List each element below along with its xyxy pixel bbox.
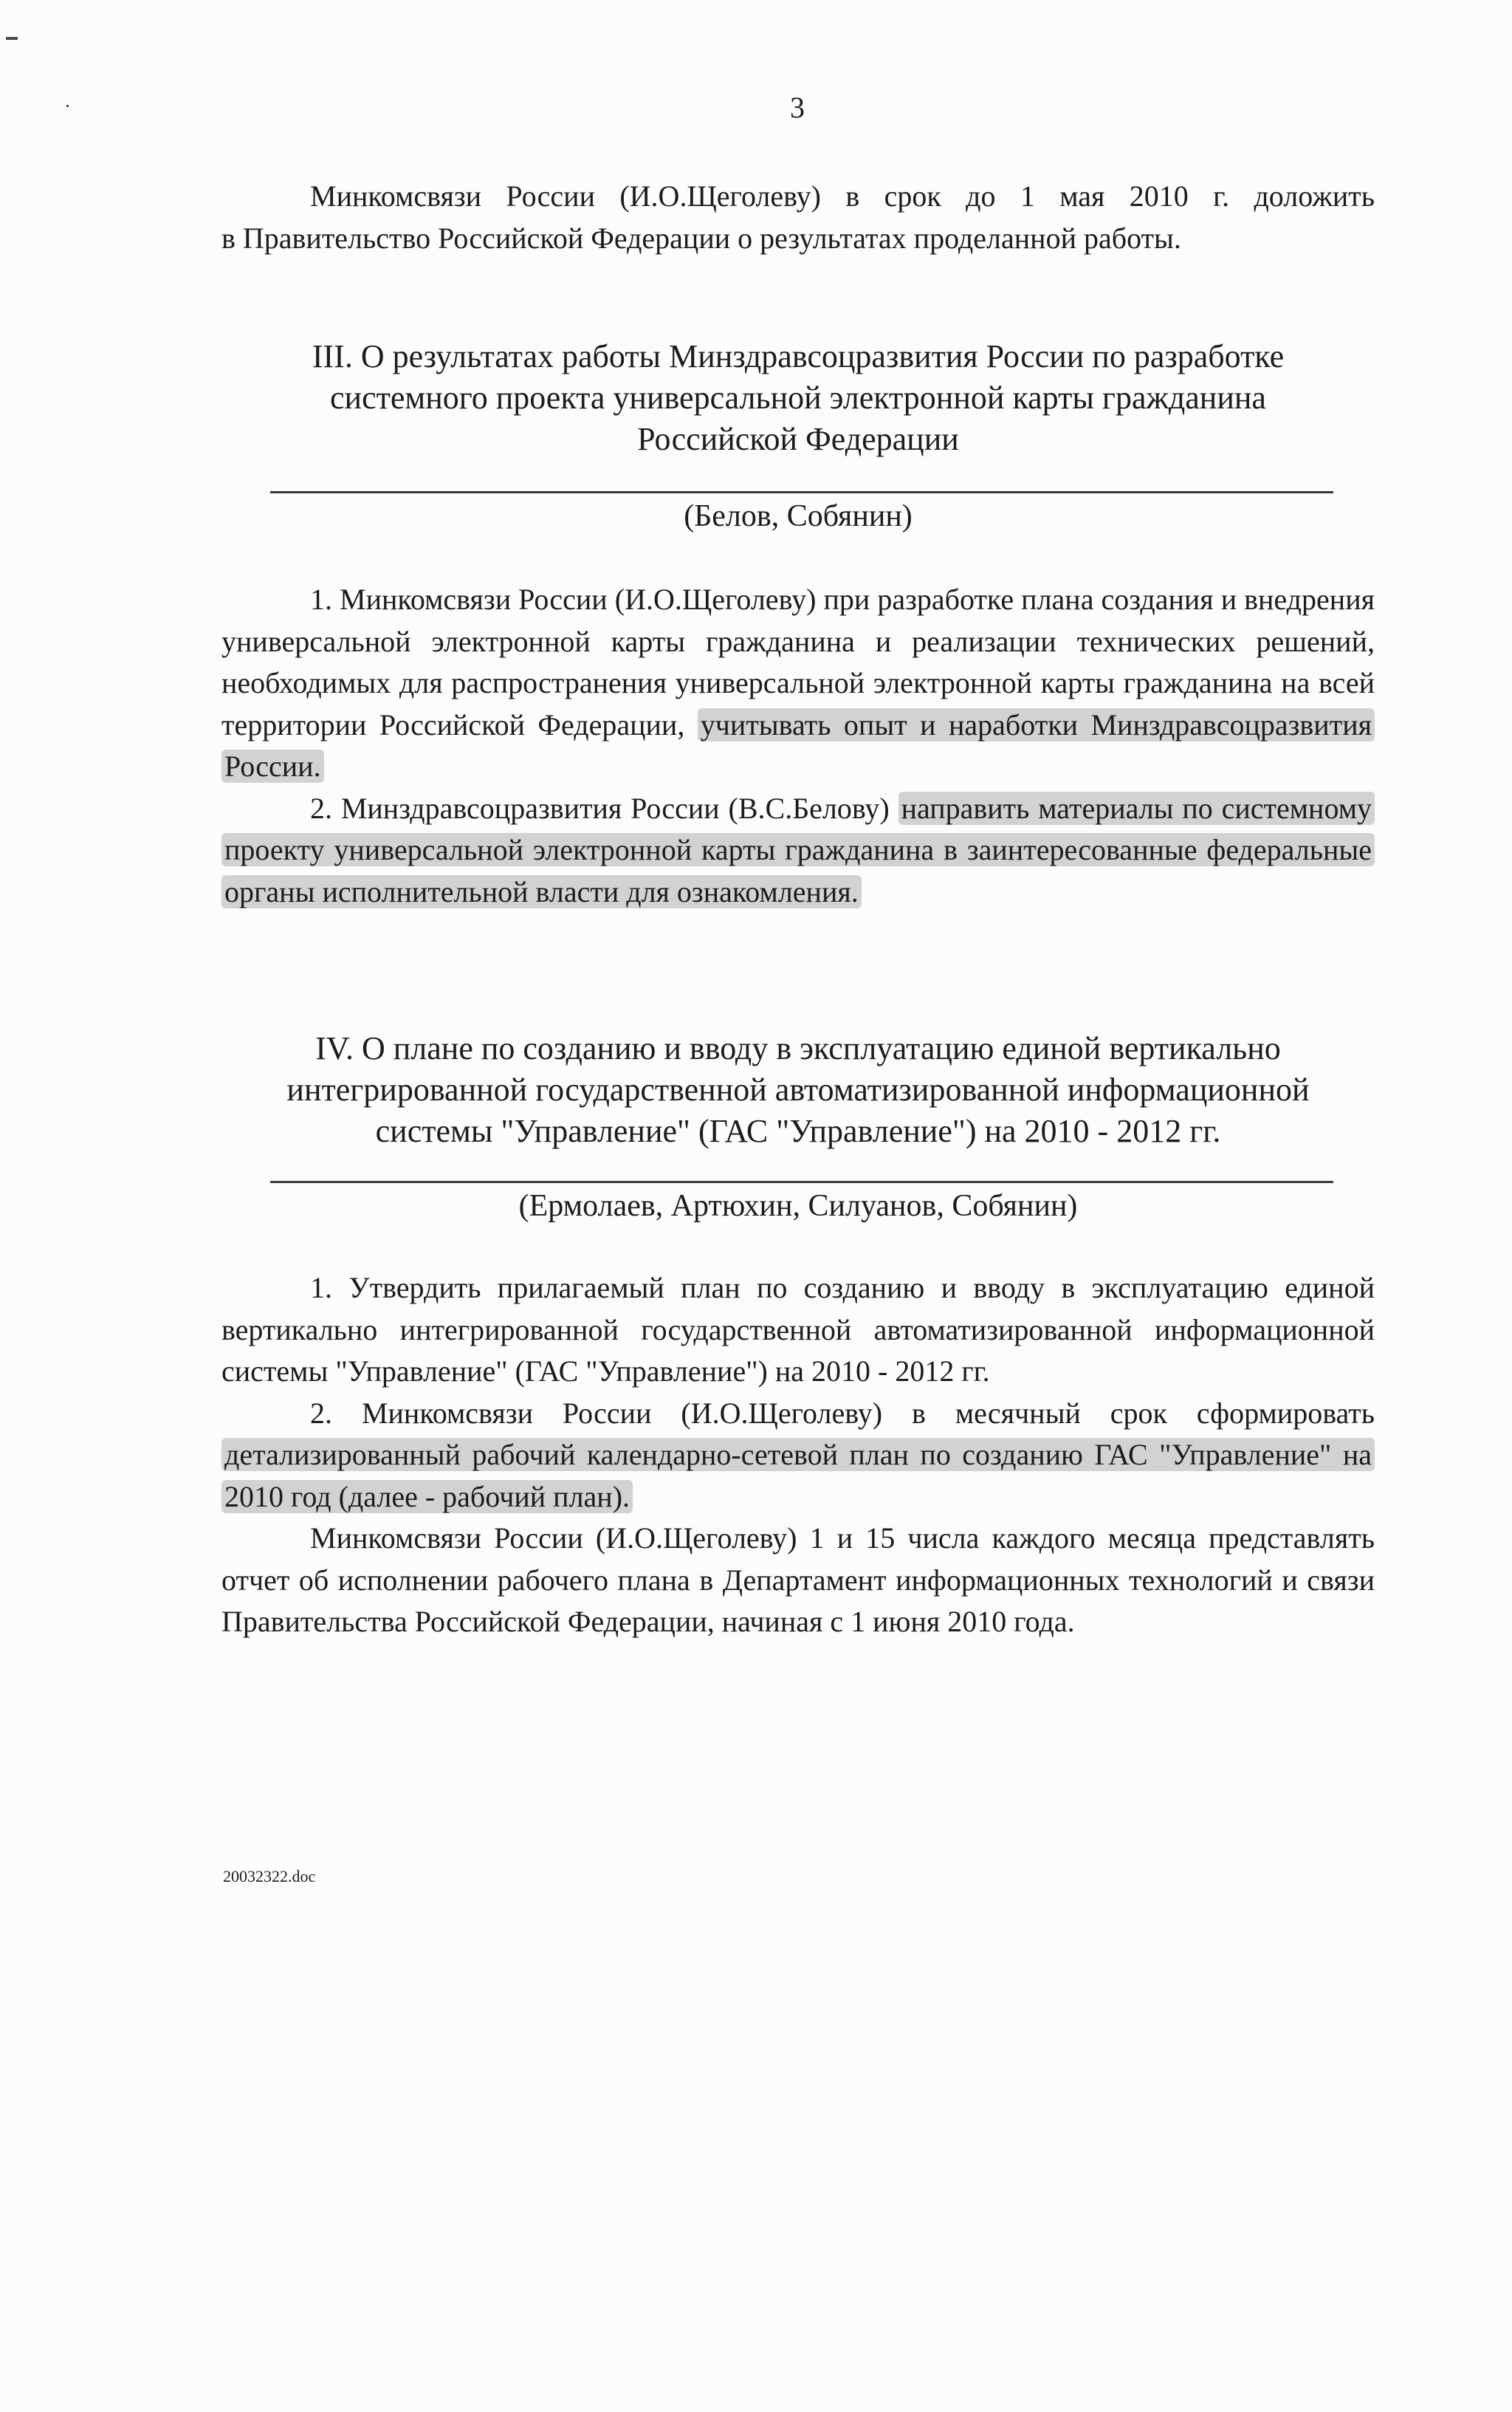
section-4-item-2 [221,1393,1375,1518]
highlighted-text: учитывать опыт и наработки Минздравсоцразвития России. [221,708,1375,784]
section-3-speakers: (Белов, Собянин) [684,499,913,533]
section-4-body [221,1267,1375,1643]
section-4-item-2-text: 2. Минкомсвязи России (И.О.Щеголеву) в месячный срок сформировать [310,1396,1375,1430]
section-4-title [221,1028,1375,1152]
intro-paragraph [221,176,1375,259]
section-4-item-3: Минкомсвязи России (И.О.Щеголеву) 1 и 15 числа каждого месяца представлять отчет об исполнении рабочего плана в Департамент информационных технологий и связи Правительства Российской Федерации, начиная с 1 июня 2010 года. [221,1521,1375,1638]
section-4-title-line-1: IV. О плане по созданию и вводу в эксплуатацию единой вертикально [315,1030,1281,1066]
intro-line-2: в Правительство Российской Федерации о результатах проделанной работы. [221,221,1181,255]
section-3-item-1-text: 1. Минкомсвязи России (И.О.Щеголеву) при разработке плана создания и внедрения универсальной электронной карты гражданина и реализации технических решений, необходимых для распространения универсальной электронной карты гражданина на всей территории Российской Федерации, [221,583,1375,741]
section-3-title-line-1: III. О результатах работы Минздравсоцразвития России по разработке [312,338,1285,374]
section-3-title [221,336,1375,460]
section-3-title-line-3: Российской Федерации [637,421,959,457]
highlighted-text: направить материалы по системному проекту универсальной электронной карты гражданина в заинтересованные федеральные органы исполнительной власти для ознакомления. [221,792,1375,908]
section-3-body [221,579,1375,913]
section-3-title-line-2: системного проекта универсальной электронной карты гражданина [330,380,1266,416]
section-4-divider [270,1181,1333,1183]
section-3-item-2-text: 2. Минздравсоцразвития России (В.С.Белову) [310,791,890,825]
section-3-item-1 [221,579,1375,788]
page-number: 3 [790,91,805,124]
section-4-speakers: (Ермолаев, Артюхин, Силуанов, Собянин) [518,1189,1078,1223]
section-3-item-2 [221,788,1375,914]
file-reference: 20032322.doc [223,1867,316,1885]
section-3-divider [270,491,1333,493]
section-4-title-line-3: системы "Управление" (ГАС "Управление") на 2010 - 2012 гг. [375,1113,1221,1149]
scan-mark [6,37,18,40]
section-4-title-line-2: интегрированной государственной автоматизированной информационной [286,1072,1310,1108]
section-4-item-1: 1. Утвердить прилагаемый план по созданию и вводу в эксплуатацию единой вертикально интегрированной государственной автоматизированной информационной системы "Управление" (ГАС "Управление") на 2010 - 2012 гг. [221,1271,1375,1388]
highlighted-text: детализированный рабочий календарно-сетевой план по созданию ГАС "Управление" на 2010 год (далее - рабочий план). [221,1438,1375,1513]
intro-line-1: Минкомсвязи России (И.О.Щеголеву) в срок до 1 мая 2010 г. доложить [310,179,1375,213]
